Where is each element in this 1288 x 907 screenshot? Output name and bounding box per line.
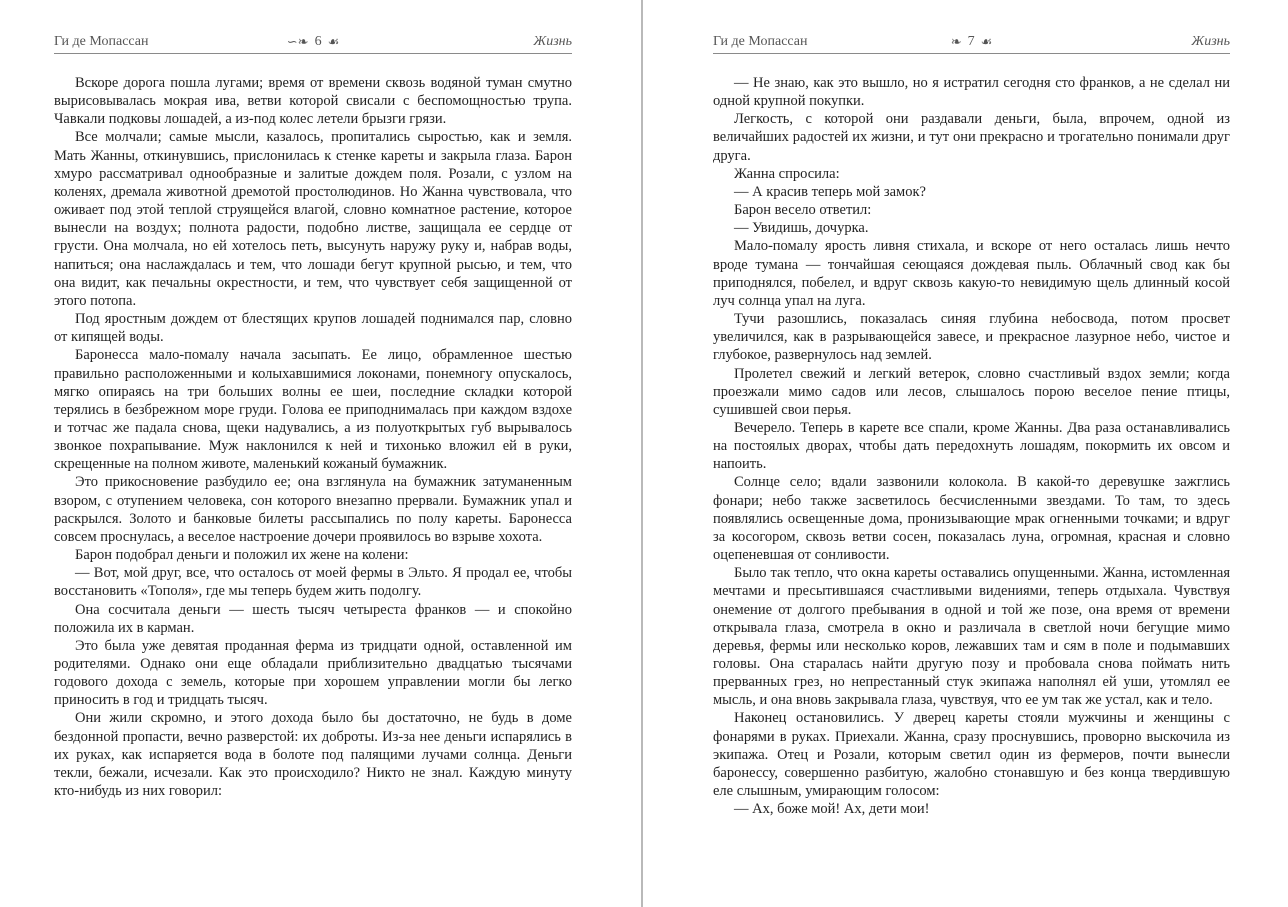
ornament-left-icon: ∽❧ <box>286 34 309 49</box>
paragraph: — Вот, мой друг, все, что осталось от моей фермы в Эльто. Я продал ее, чтобы восстановить «Тополя», где мы теперь будем жить подолгу. <box>54 565 572 600</box>
paragraph: Мало-помалу ярость ливня стихала, и вскоре от него осталась лишь нечто вроде тумана — тончайшая сеющаяся дождевая пыль. Облачный свод как бы приподнялся, побелел, и вдруг сквозь какую-то невидимую щель длинный косой луч солнца упал на луга. <box>713 238 1230 309</box>
paragraph: Все молчали; самые мысли, казалось, пропитались сыростью, как и земля. Мать Жанны, откинувшись, прислонилась к стенке кареты и закрыла глаза. Барон хмуро рассматривал однообразные и залитые дождем поля. Розали, с узлом на коленях, дремала животной дремотой простолюдинов. Но Жанна чувствовала, что оживает под этой теплой струящейся влагой, словно комнатное растение, которое вынесли на воздух; полнота радости, подобно листве, защищала ее сердце от грусти. Она молчала, но ей хотелось петь, высунуть наружу руку и, набрав воды, напиться; она наслаждалась и тем, что лошади бегут крупной рысью, и тем, что она видит, как печальны окрестности, и тем, что чувствует себя защищенной от этого потопа. <box>54 129 572 309</box>
page-folio <box>287 34 339 50</box>
paragraph: — Не знаю, как это вышло, но я истратил сегодня сто франков, а не сделал ни одной крупной покупки. <box>713 75 1230 110</box>
paragraph: Жанна спросила: <box>734 165 840 182</box>
paragraph: — Ах, боже мой! Ах, дети мои! <box>734 801 930 818</box>
body-text <box>54 74 572 800</box>
paragraph: Тучи разошлись, показалась синяя глубина небосвода, потом просвет увеличился, как в разрывающейся завесе, и прекрасное лазурное небо, чистое и глубокое, развернулось над землей. <box>713 311 1230 364</box>
ornament-right-icon: ☙ <box>327 34 340 49</box>
paragraph: Наконец остановились. У дверец кареты стояли мужчины и женщины с фонарями в руках. Приехали. Жанна, сразу проснувшись, проворно выскочила из экипажа. Отец и Розали, которым светил один из фермеров, почти вынесли баронессу, совершенно разбитую, жалобно стонавшую и без конца твердившую еле слышным, умирающим голосом: <box>713 710 1230 800</box>
running-header <box>713 33 1230 54</box>
paragraph: Под яростным дождем от блестящих крупов лошадей поднимался пар, словно от кипящей воды. <box>54 311 572 346</box>
paragraph: Они жили скромно, и этого дохода было бы достаточно, не будь в доме бездонной пропасти, вечно разверстой: их доброты. Из-за нее деньги испарялись в их руках, как испаряется вода в болоте под палящими лучами солнца. Деньги текли, бежали, исчезали. Как это происходило? Никто не знал. Каждую минуту кто-нибудь из них говорил: <box>54 710 572 800</box>
page-folio <box>951 34 993 50</box>
paragraph: Барон подобрал деньги и положил их жене на колени: <box>75 547 409 564</box>
header-author: Ги де Мопассан <box>54 34 149 49</box>
header-title: Жизнь <box>1191 34 1230 49</box>
paragraph: Баронесса мало-помалу начала засыпать. Ее лицо, обрамленное шестью правильно расположенными и колыхавшимися локонами, понемногу опускалось, мягко опираясь на три больших волны ее шеи, последние складки которой терялись в безбрежном море груди. Голова ее приподнималась при каждом вздохе и тотчас же падала снова, щеки надувались, а из полуоткрытых губ вырывалось звонкое похрапывание. Муж наклонился к ней и тихонько вложил ей в руки, скрещенные на полном животе, маленький кожаный бумажник. <box>54 347 572 473</box>
paragraph: Она сосчитала деньги — шесть тысяч четыреста франков — и спокойно положила их в карман. <box>54 601 572 636</box>
right-page <box>643 0 1288 907</box>
page-number: 6 <box>314 34 322 49</box>
left-page <box>0 0 641 907</box>
running-header <box>54 33 572 54</box>
ornament-right-icon: ☙ <box>980 34 993 49</box>
ornament-left-icon: ❧ <box>950 34 962 49</box>
header-author: Ги де Мопассан <box>713 34 808 49</box>
paragraph: Это была уже девятая проданная ферма из тридцати одной, оставленной им родителями. Однако они еще обладали приблизительно двадцатью тысячами годового дохода с земель, которые при хорошем управлении могли бы легко приносить в год и тридцать тысяч. <box>54 637 572 709</box>
paragraph: Барон весело ответил: <box>734 202 872 219</box>
paragraph: Вскоре дорога пошла лугами; время от времени сквозь водяной туман смутно вырисовывалась мокрая ива, ветви которой свисали с беспомощностью трупа. Чавкали подковы лошадей, а из-под колес летели брызги грязи. <box>54 75 572 128</box>
header-title: Жизнь <box>533 34 572 49</box>
page-number: 7 <box>967 34 975 49</box>
paragraph: Пролетел свежий и легкий ветерок, словно счастливый вздох земли; когда проезжали мимо садов или лесов, слышалось порою веселое пение птицы, сушившей свои перья. <box>713 365 1230 418</box>
paragraph: — Увидишь, дочурка. <box>734 220 869 237</box>
paragraph: Было так тепло, что окна кареты оставались опущенными. Жанна, истомленная мечтами и пресытившаяся счастливыми видениями, теперь отдыхала. Чувствуя онемение от долгого пребывания в одной и той же позе, она время от времени открывала глаза, смотрела в окно и различала в светлой ночи бегущие мимо деревья, фермы или несколько коров, лежавших там и сям в поле и подымавших головы. Она старалась найти другую позу и пробовала снова поймать нить прерванных грез, но непрестанный стук экипажа наполнял ей уши, утомлял ее мысль, и она вновь закрывала глаза, чувствуя, что ее ум так же устал, как и тело. <box>713 565 1230 709</box>
paragraph: Легкость, с которой они раздавали деньги, была, впрочем, одной из величайших радостей их жизни, и тут они прекрасно и трогательно понимали друг друга. <box>713 111 1230 164</box>
paragraph: Вечерело. Теперь в карете все спали, кроме Жанны. Два раза останавливались на постоялых дворах, чтобы дать передохнуть лошадям, покормить их овсом и напоить. <box>713 419 1230 473</box>
paragraph: — А красив теперь мой замок? <box>734 183 926 200</box>
body-text <box>713 74 1230 818</box>
paragraph: Это прикосновение разбудило ее; она взглянула на бумажник затуманенным взором, с отупением человека, сон которого внезапно прервали. Бумажник упал и раскрылся. Золото и банковые билеты рассыпались по полу кареты. Баронесса совсем проснулась, а веселое настроение дочери проявилось во взрыве хохота. <box>54 474 572 545</box>
paragraph: Солнце село; вдали зазвонили колокола. В какой-то деревушке зажглись фонари; небо также засветилось бесчисленными звездами. То там, то здесь появлялись освещенные дома, пронизывающие мрак огненными точками; и вдруг за косогором, сквозь ветви сосен, показалась луна, огромная, красная и словно оцепеневшая от сонливости. <box>713 474 1230 564</box>
